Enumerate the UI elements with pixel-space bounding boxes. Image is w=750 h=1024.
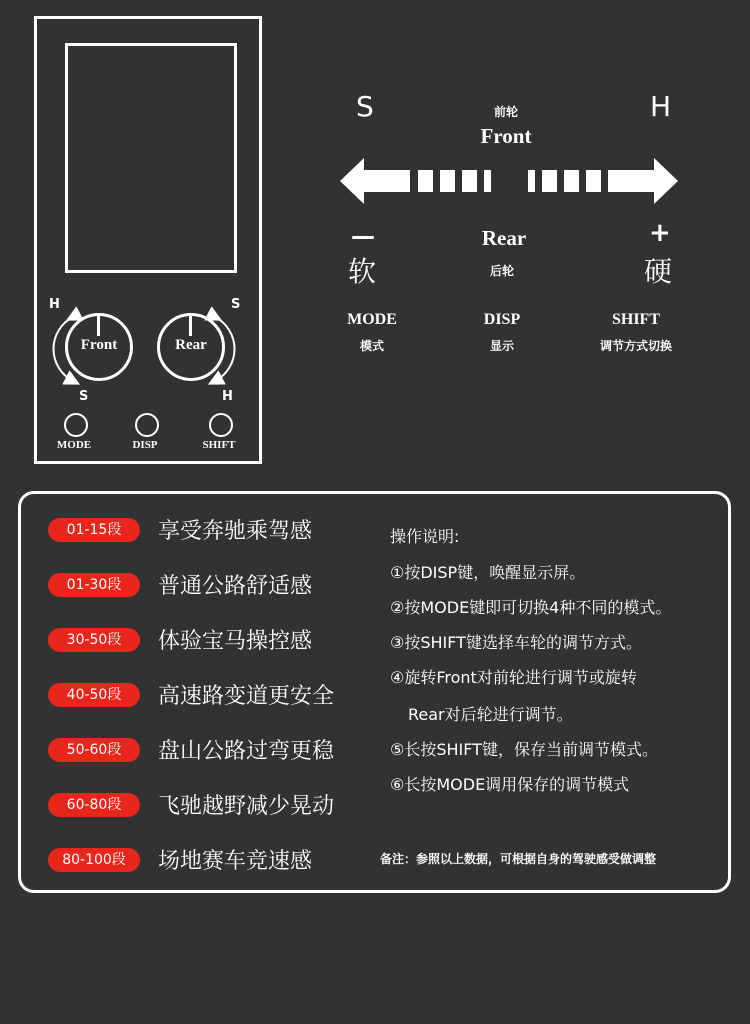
level-description: 普通公路舒适感 — [158, 574, 313, 599]
rear-knob[interactable] — [157, 313, 225, 381]
front-h-label: H — [49, 297, 60, 312]
instruction-item: Rear对后轮进行调节。 — [408, 705, 573, 724]
level-badge: 50-60段 — [48, 738, 140, 762]
instruction-item: ④旋转Front对前轮进行调节或旋转 — [390, 668, 637, 687]
level-description: 享受奔驰乘驾感 — [158, 519, 313, 544]
level-description: 体验宝马操控感 — [158, 629, 313, 654]
instructions-note: 备注：参照以上数据，可根据自身的驾驶感受做调整 — [380, 852, 657, 866]
instruction-item: ②按MODE键即可切换4种不同的模式。 — [390, 598, 672, 617]
level-badge: 30-50段 — [48, 628, 140, 652]
disp-button[interactable] — [135, 413, 159, 437]
mode-button-label: MODE — [56, 439, 92, 451]
hard-label: 硬 — [644, 255, 673, 288]
level-badge: 40-50段 — [48, 683, 140, 707]
rear-knob-label: Rear — [175, 337, 207, 353]
front-knob[interactable] — [65, 313, 133, 381]
level-badge: 01-30段 — [48, 573, 140, 597]
disp-button-label: DISP — [132, 439, 158, 451]
instruction-item: ①按DISP键，唤醒显示屏。 — [390, 563, 586, 582]
instruction-item: ⑥长按MODE调用保存的调节模式 — [390, 775, 630, 794]
shift-button[interactable] — [209, 413, 233, 437]
plus-sign: + — [649, 218, 671, 248]
front-s-label: S — [79, 389, 89, 404]
level-description: 场地赛车竞速感 — [158, 849, 313, 874]
key-shift-en: SHIFT — [611, 311, 660, 328]
soft-end-letter: S — [356, 90, 374, 123]
front-knob-indicator — [97, 316, 100, 336]
instructions-title: 操作说明: — [390, 527, 460, 546]
rear-cn-label: 后轮 — [489, 264, 514, 278]
minus-sign: — — [351, 222, 375, 250]
key-shift-cn: 调节方式切换 — [599, 339, 672, 353]
rear-knob-indicator — [189, 316, 192, 336]
rear-s-label: S — [231, 297, 241, 312]
instruction-item: ⑤长按SHIFT键，保存当前调节模式。 — [390, 740, 658, 759]
shift-button-label: SHIFT — [202, 439, 236, 451]
front-cn-label: 前轮 — [493, 105, 518, 119]
level-badge: 80-100段 — [48, 848, 140, 872]
key-disp-en: DISP — [483, 311, 521, 328]
adjust-arrow — [340, 158, 678, 204]
front-knob-label: Front — [80, 337, 118, 353]
level-description: 盘山公路过弯更稳 — [158, 739, 335, 764]
key-disp-cn: 显示 — [489, 339, 514, 353]
hard-end-letter: H — [650, 90, 672, 123]
rear-h-label: H — [222, 389, 233, 404]
mode-button[interactable] — [64, 413, 88, 437]
soft-label: 软 — [348, 255, 377, 288]
level-badge: 01-15段 — [48, 518, 140, 542]
key-mode-cn: 模式 — [359, 339, 384, 353]
level-description: 飞驰越野减少晃动 — [158, 794, 335, 819]
level-description: 高速路变道更安全 — [158, 684, 335, 709]
control-panel — [34, 16, 262, 464]
key-mode-en: MODE — [347, 311, 397, 328]
front-en-label: Front — [480, 124, 532, 148]
rear-en-label: Rear — [481, 226, 527, 250]
level-badge: 60-80段 — [48, 793, 140, 817]
instruction-item: ③按SHIFT键选择车轮的调节方式。 — [390, 633, 642, 652]
display-screen — [65, 43, 237, 273]
